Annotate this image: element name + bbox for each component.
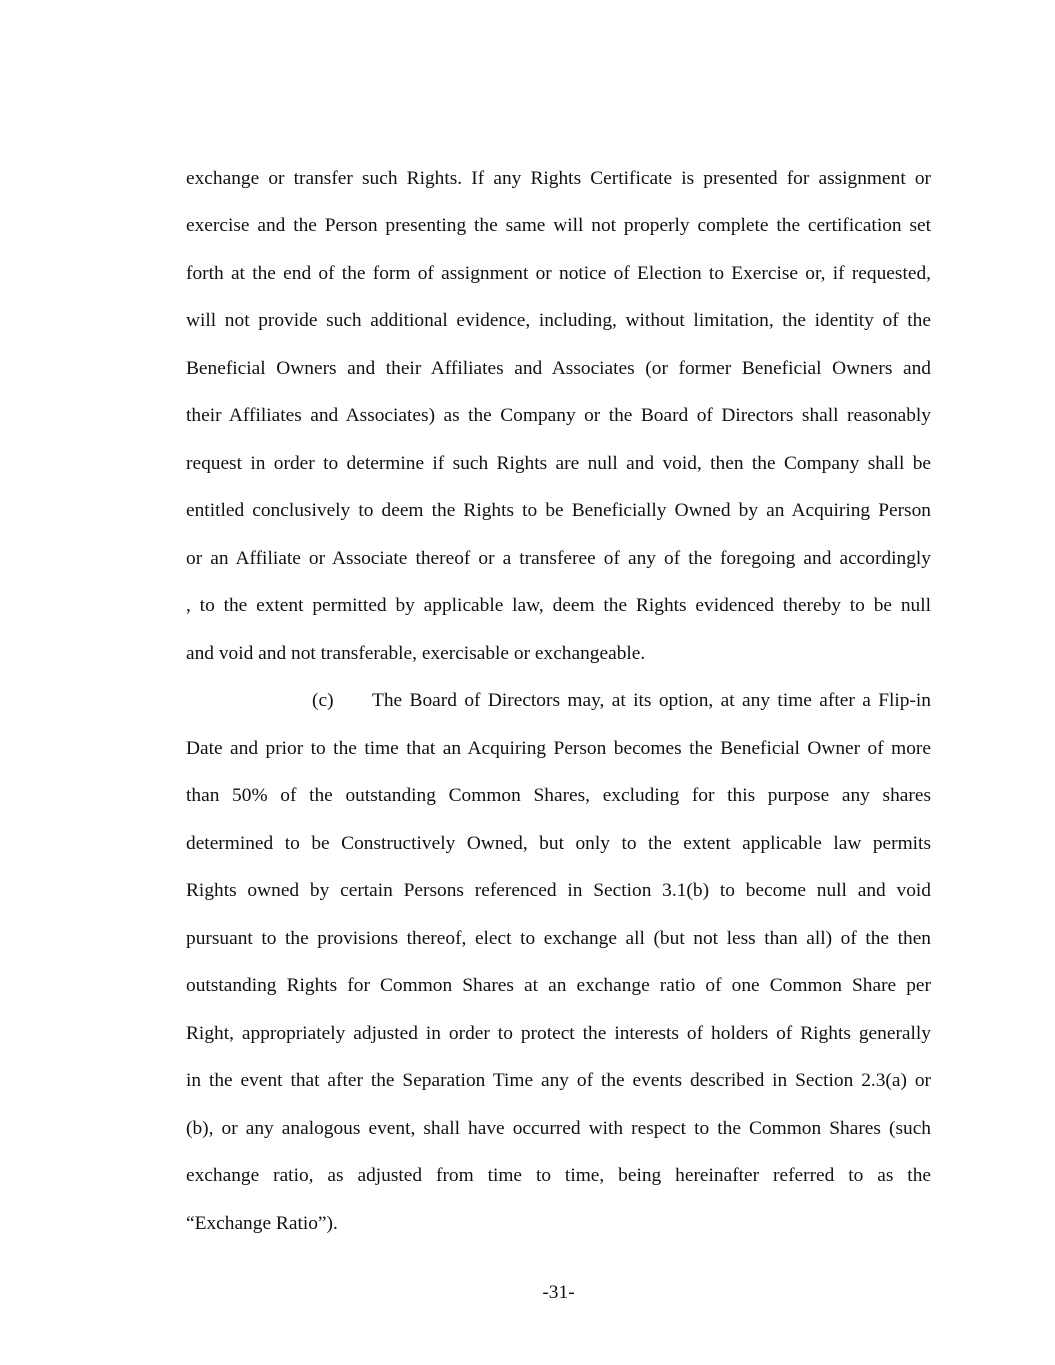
text-line: Beneficial Owners and their Affiliates and Associates (or former Beneficial Owners and — [186, 358, 931, 379]
text-line: entitled conclusively to deem the Rights to be Beneficially Owned by an Acquiring Person — [186, 500, 931, 521]
text-line: “Exchange Ratio”). — [186, 1213, 338, 1234]
text-line: exchange ratio, as adjusted from time to time, being hereinafter referred to as the — [186, 1165, 931, 1186]
text-line: exchange or transfer such Rights. If any Rights Certificate is presented for assignment or — [186, 168, 931, 189]
text-line: request in order to determine if such Rights are null and void, then the Company shall be — [186, 453, 931, 474]
text-line: determined to be Constructively Owned, but only to the extent applicable law permits — [186, 833, 931, 854]
text-line: (b), or any analogous event, shall have occurred with respect to the Common Shares (such — [186, 1118, 931, 1139]
text-line: Date and prior to the time that an Acquiring Person becomes the Beneficial Owner of more — [186, 738, 931, 759]
text-line: outstanding Rights for Common Shares at an exchange ratio of one Common Share per — [186, 975, 931, 996]
text-line: their Affiliates and Associates) as the Company or the Board of Directors shall reasonably — [186, 405, 931, 426]
text-line: forth at the end of the form of assignment or notice of Election to Exercise or, if requested, — [186, 263, 931, 284]
page-number: -31- — [542, 1282, 575, 1303]
text-line: , to the extent permitted by applicable law, deem the Rights evidenced thereby to be null — [186, 595, 931, 616]
text-line: exercise and the Person presenting the same will not properly complete the certification set — [186, 215, 931, 236]
paragraph-first-line: The Board of Directors may, at its option, at any time after a Flip-in — [372, 690, 931, 711]
text-line: than 50% of the outstanding Common Shares, excluding for this purpose any shares — [186, 785, 931, 806]
text-line: will not provide such additional evidence, including, without limitation, the identity of the — [186, 310, 931, 331]
text-line: Rights owned by certain Persons referenced in Section 3.1(b) to become null and void — [186, 880, 931, 901]
text-line: Right, appropriately adjusted in order to protect the interests of holders of Rights generally — [186, 1023, 931, 1044]
text-line: and void and not transferable, exercisable or exchangeable. — [186, 643, 646, 664]
text-line: or an Affiliate or Associate thereof or a transferee of any of the foregoing and accordingly — [186, 548, 931, 569]
text-line: pursuant to the provisions thereof, elect to exchange all (but not less than all) of the then — [186, 928, 931, 949]
text-line: in the event that after the Separation Time any of the events described in Section 2.3(a) or — [186, 1070, 931, 1091]
paragraph-label: (c) — [312, 690, 334, 711]
